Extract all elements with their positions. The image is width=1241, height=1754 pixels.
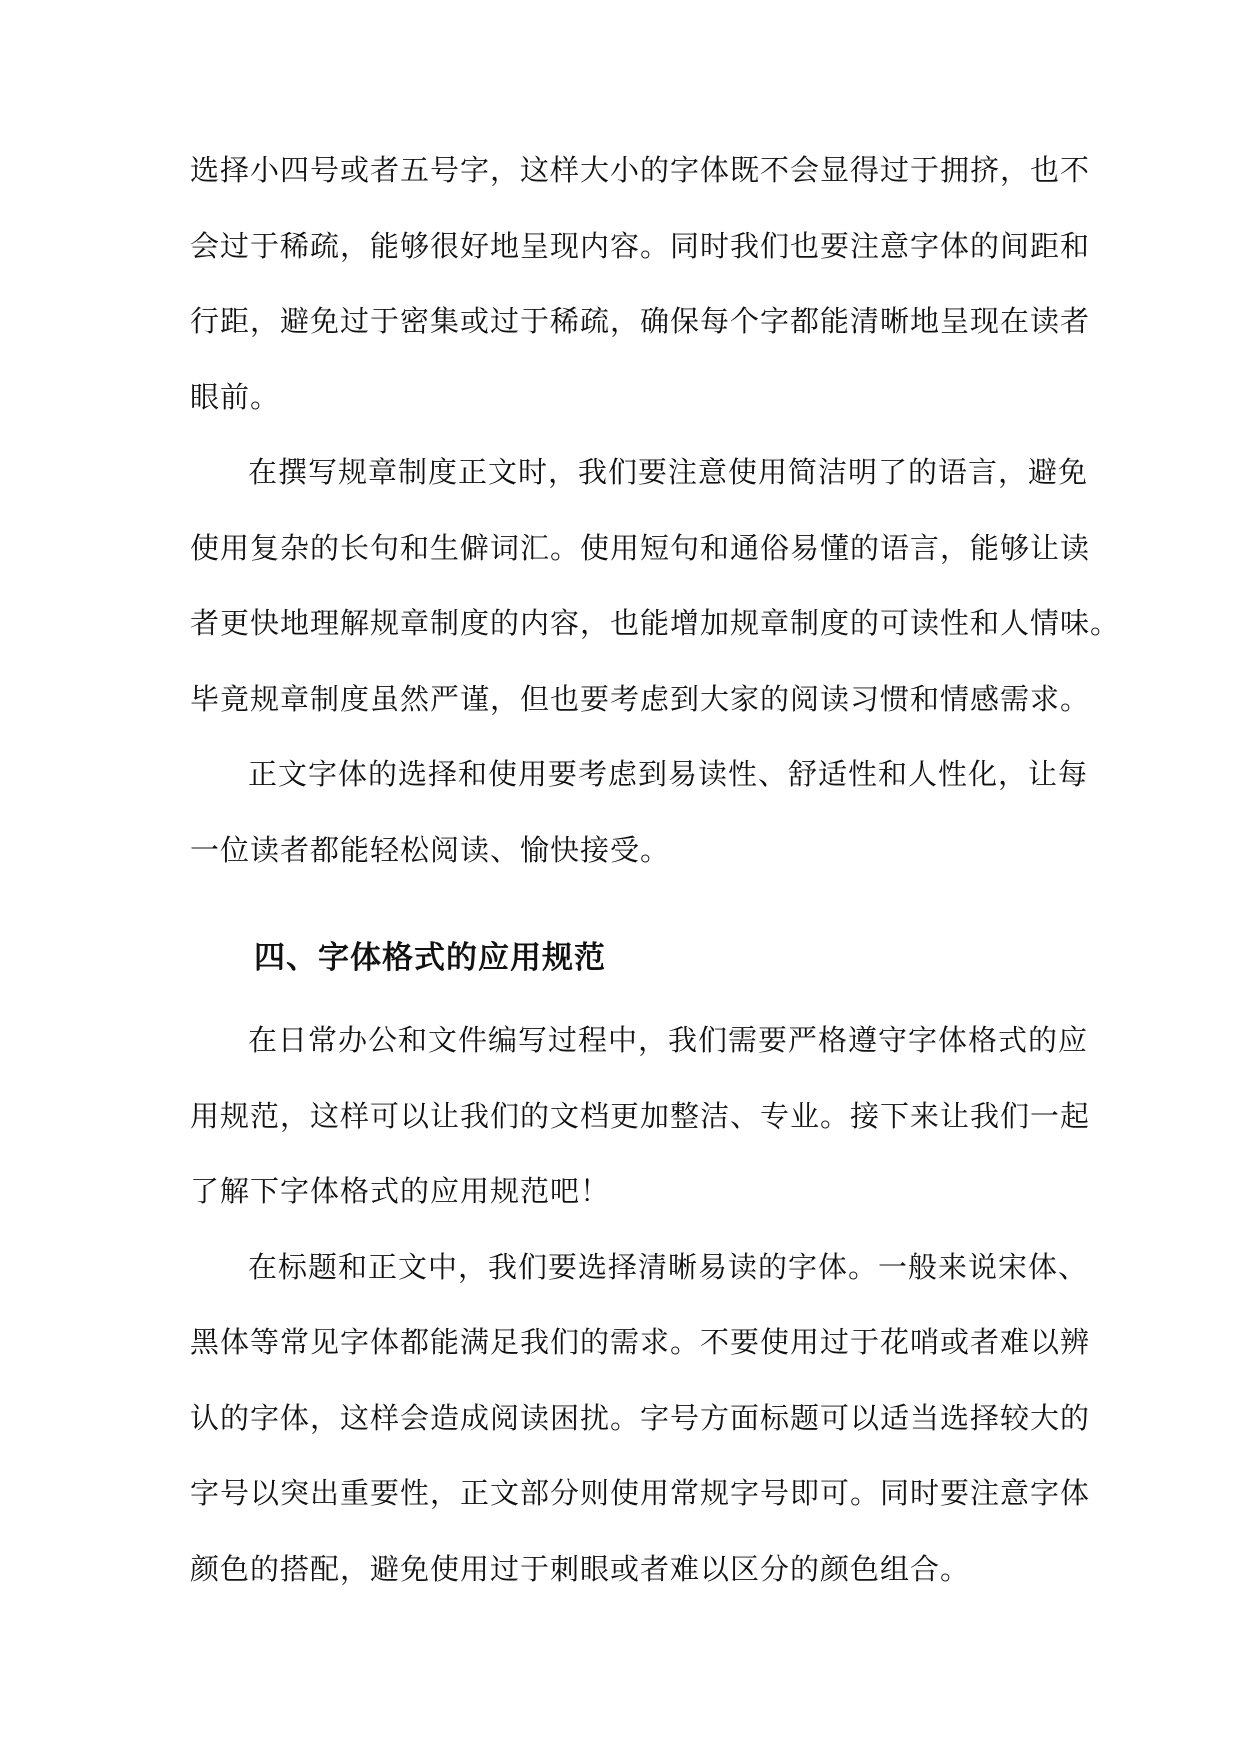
section-heading: 四、字体格式的应用规范 (254, 940, 606, 976)
body-text-block-2 (190, 1010, 1091, 1614)
paragraph-line: 认的字体，这样会造成阅读困扰。字号方面标题可以适当选择较大的 (190, 1400, 1091, 1435)
paragraph-line: 行距，避免过于密集或过于稀疏，确保每个字都能清晰地呈现在读者 (190, 304, 1091, 338)
paragraph-line: 使用复杂的长句和生僻词汇。使用短句和通俗易懂的语言，能够让读 (190, 530, 1091, 565)
body-text-block-1 (190, 140, 1121, 895)
paragraph-line: 选择小四号或者五号字，这样大小的字体既不会显得过于拥挤，也不 (190, 153, 1091, 187)
paragraph-line: 毕竟规章制度虽然严谨，但也要考虑到大家的阅读习惯和情感需求。 (190, 681, 1091, 716)
paragraph-line: 了解下字体格式的应用规范吧！ (190, 1174, 611, 1208)
paragraph-line: 一位读者都能轻松阅读、愉快接受。 (190, 832, 671, 867)
paragraph-line: 者更快地理解规章制度的内容，也能增加规章制度的可读性和人情味。 (190, 606, 1121, 640)
paragraph-line: 眼前。 (190, 379, 281, 414)
paragraph-line: 用规范，这样可以让我们的文档更加整洁、专业。接下来让我们一起 (190, 1098, 1091, 1133)
paragraph-line: 字号以突出重要性，正文部分则使用常规字号即可。同时要注意字体 (190, 1476, 1091, 1510)
paragraph-line: 黑体等常见字体都能满足我们的需求。不要使用过于花哨或者难以辨 (190, 1325, 1091, 1359)
paragraph-line: 颜色的搭配，避免使用过于刺眼或者难以区分的颜色组合。 (190, 1551, 971, 1586)
paragraph-line: 在撰写规章制度正文时，我们要注意使用简洁明了的语言，避免 (248, 455, 1089, 489)
paragraph-line: 在标题和正文中，我们要选择清晰易读的字体。一般来说宋体、 (248, 1249, 1089, 1284)
paragraph-line: 在日常办公和文件编写过程中，我们需要严格遵守字体格式的应 (248, 1023, 1089, 1057)
paragraph-line: 会过于稀疏，能够很好地呈现内容。同时我们也要注意字体的间距和 (190, 228, 1091, 263)
paragraph-line: 正文字体的选择和使用要考虑到易读性、舒适性和人性化，让每 (248, 757, 1089, 791)
